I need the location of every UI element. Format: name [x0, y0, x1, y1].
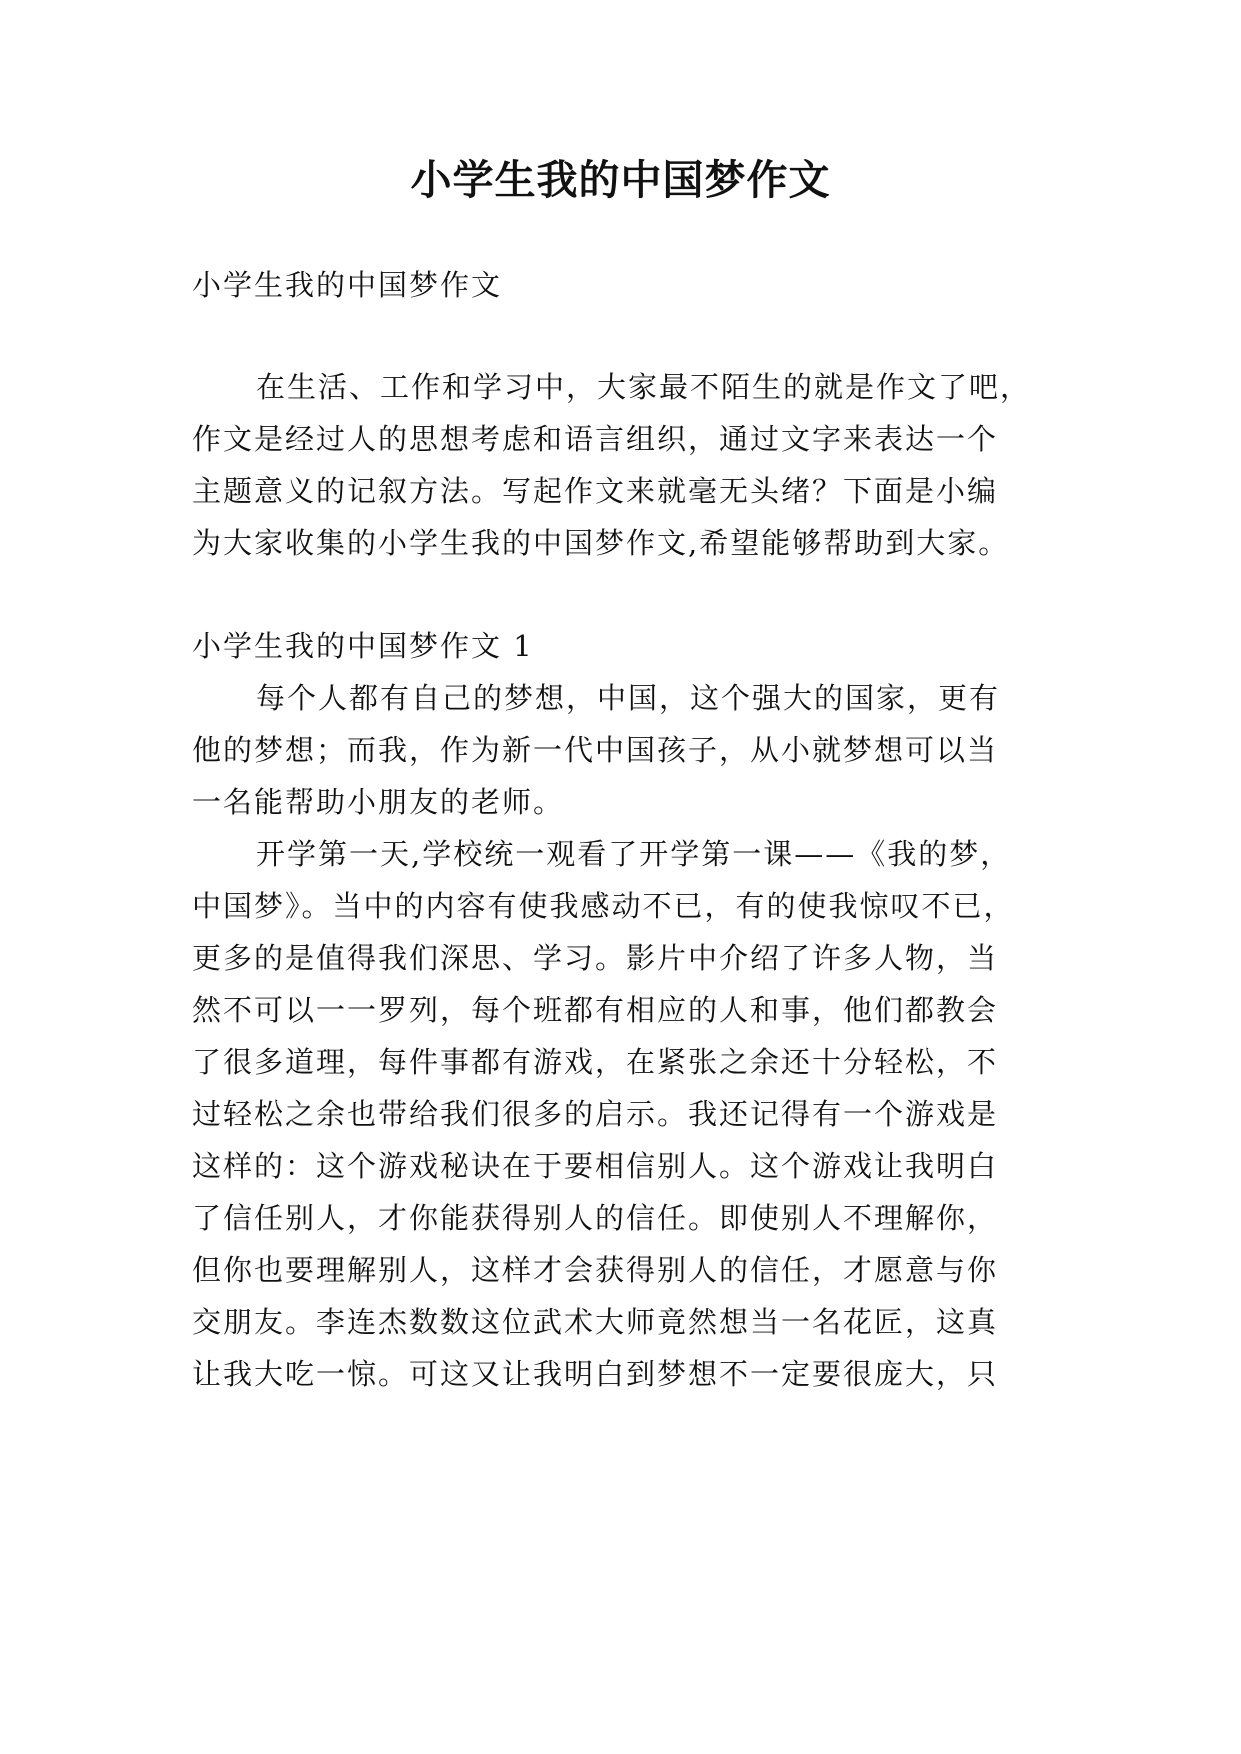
paragraph-line: 作文是经过人的思想考虑和语言组织，通过文字来表达一个: [192, 422, 999, 456]
paragraph-line: 了很多道理，每件事都有游戏，在紧张之余还十分轻松，不: [192, 1045, 999, 1079]
section-heading: 小学生我的中国梦作文 1: [192, 629, 534, 663]
paragraph-line: 为大家收集的小学生我的中国梦作文,希望能够帮助到大家。: [192, 526, 1010, 560]
document-subtitle: 小学生我的中国梦作文: [192, 268, 503, 302]
paragraph-line: 主题意义的记叙方法。写起作文来就毫无头绪？下面是小编: [192, 474, 999, 508]
paragraph-line: 交朋友。李连杰数数这位武术大师竟然想当一名花匠，这真: [192, 1305, 999, 1339]
paragraph-line: 让我大吃一惊。可这又让我明白到梦想不一定要很庞大，只: [192, 1357, 999, 1391]
paragraph-line: 这样的：这个游戏秘诀在于要相信别人。这个游戏让我明白: [192, 1149, 999, 1183]
paragraph-line: 过轻松之余也带给我们很多的启示。我还记得有一个游戏是: [192, 1097, 999, 1131]
paragraph-line: 一名能帮助小朋友的老师。: [192, 785, 565, 819]
document-title: 小学生我的中国梦作文: [410, 156, 831, 204]
paragraph-line: 更多的是值得我们深思、学习。影片中介绍了许多人物，当: [192, 941, 999, 975]
paragraph-line: 然不可以一一罗列，每个班都有相应的人和事，他们都教会: [192, 993, 999, 1027]
paragraph-line: 在生活、工作和学习中，大家最不陌生的就是作文了吧，: [256, 370, 1032, 404]
paragraph-line: 开学第一天,学校统一观看了开学第一课——《我的梦，: [256, 837, 1012, 871]
paragraph-line: 但你也要理解别人，这样才会获得别人的信任，才愿意与你: [192, 1253, 999, 1287]
paragraph-line: 中国梦》。当中的内容有使我感动不已，有的使我惊叹不已，: [192, 889, 1015, 923]
paragraph-line: 每个人都有自己的梦想，中国，这个强大的国家，更有: [256, 681, 1001, 715]
paragraph-line: 他的梦想；而我，作为新一代中国孩子，从小就梦想可以当: [192, 733, 999, 767]
paragraph-line: 了信任别人，才你能获得别人的信任。即使别人不理解你，: [192, 1201, 999, 1235]
